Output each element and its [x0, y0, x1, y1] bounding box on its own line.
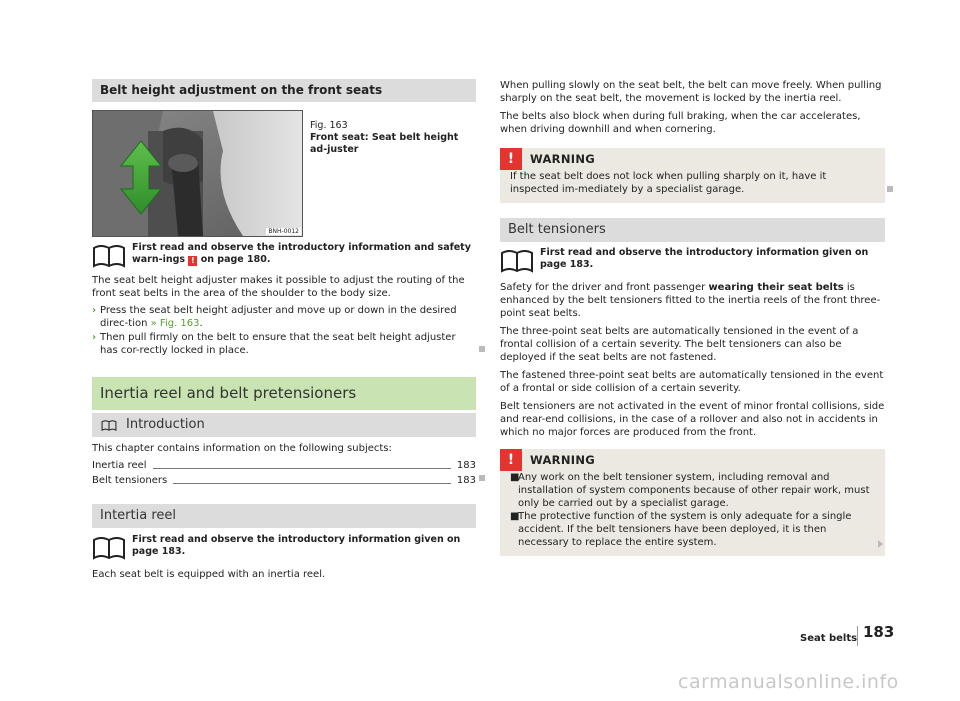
inertia-reel-text: Each seat belt is equipped with an inertia reel. — [92, 569, 326, 580]
open-book-icon — [92, 534, 126, 560]
inertia-reel-body — [92, 534, 476, 581]
figure-caption — [310, 120, 470, 156]
toc-item-belt-tensioners[interactable]: Belt tensioners 183 — [92, 475, 476, 486]
read-first-note — [500, 247, 885, 273]
tensioners-para-3: The fastened three-point seat belts are automatically tensioned in the event of a frontal or side collision of a certain severity. — [500, 370, 884, 394]
step-arrow-icon: › — [92, 305, 97, 316]
read-first-text: First read and observe the introductory information given on page 183. — [132, 534, 461, 557]
figure-caption-text: Front seat: Seat belt height ad-juster — [310, 132, 459, 155]
step-2 — [92, 331, 476, 357]
warning-icon: ! — [188, 256, 197, 266]
body-text: The seat belt height adjuster makes it possible to adjust the routing of the front seat belts in the area of the shoulder to the body size. — [92, 275, 465, 299]
warning-text: If the seat belt does not lock when pulling sharply on it, have it inspected im-mediately by a specialist garage. — [510, 171, 827, 195]
chapter-heading: Inertia reel and belt pretensioners — [92, 377, 476, 410]
warning-title: WARNING — [530, 452, 595, 467]
tensioners-para-1: Safety for the driver and front passenger wearing their seat belts is enhanced by the belt tensioners fitted to the inertia reels of the front three-point seat belts. — [500, 282, 881, 319]
step-1-text: Press the seat belt height adjuster and move up or down in the desired direc-tion — [100, 305, 457, 329]
section-end-marker — [887, 186, 893, 192]
tensioners-para-2: The three-point seat belts are automatically tensioned in the event of a frontal collision of a certain severity. The belt tensioners can also be deployed if the seat belts are not fastened. — [500, 326, 859, 363]
warning-box-2 — [500, 449, 885, 556]
watermark: carmanualsonline.info — [678, 671, 899, 693]
read-first-text: First read and observe the introductory information given on page 183. — [540, 247, 869, 270]
section-heading-belt-tensioners: Belt tensioners — [500, 218, 885, 242]
step-2-text: Then pull firmly on the belt to ensure that the seat belt height adjuster has cor-rectly locked in place. — [100, 332, 456, 356]
warning-box-1 — [500, 148, 885, 203]
inertia-reel-block-text: The belts also block when during full braking, when the car accelerates, when driving downhill and when cornering. — [500, 111, 861, 135]
read-first-page-ref[interactable]: on page 180. — [200, 254, 271, 265]
warning-icon: ! — [500, 148, 522, 170]
continued-arrow-icon — [878, 540, 883, 548]
seat-belt-height-adjuster-illustration — [92, 110, 303, 237]
open-book-icon — [500, 247, 534, 273]
section-end-marker — [479, 475, 485, 481]
figure-code: BNH-0012 — [268, 228, 299, 235]
right-column — [500, 79, 885, 203]
footer-divider — [857, 626, 858, 646]
section-end-marker — [479, 346, 485, 352]
warning-title: WARNING — [530, 151, 595, 166]
section-heading-belt-height: Belt height adjustment on the front seats — [92, 79, 476, 102]
read-first-text: First read and observe the introductory information and safety warn-ings — [132, 242, 471, 265]
tensioners-para-4: Belt tensioners are not activated in the event of minor frontal collisions, side and rear-end collisions, in the case of a rollover and also not in accidents in which no major forces are produced from the front. — [500, 401, 885, 438]
warning-bullet-2: ■ The protective function of the system is only adequate for a single accident. If the belt tensioners have been deployed, it is then necessary to replace the entire system. — [510, 511, 852, 548]
open-book-icon — [100, 419, 118, 431]
read-first-note — [92, 242, 476, 268]
toc-item-inertia-reel[interactable]: Inertia reel 183 — [92, 460, 476, 471]
inertia-reel-text-continued: When pulling slowly on the seat belt, the belt can move freely. When pulling sharply on the seat belt, the movement is locked by the inertia reel. — [500, 80, 882, 104]
bullet-square-icon: ■ — [510, 511, 520, 522]
read-first-note — [92, 534, 476, 560]
step-1: › Press the seat belt height adjuster and move up or down in the desired direc-tion » Fig. 163. — [92, 305, 457, 329]
bullet-square-icon: ■ — [510, 472, 520, 483]
figure-reference-link[interactable]: » Fig. 163 — [150, 318, 200, 329]
figure-number: Fig. 163 — [310, 120, 348, 131]
warning-icon: ! — [500, 449, 522, 471]
page-number: 183 — [863, 623, 895, 641]
introduction-heading: Introduction — [92, 413, 476, 437]
belt-tensioners-body — [500, 247, 885, 556]
step-arrow-icon: › — [92, 332, 97, 343]
open-book-icon — [92, 242, 126, 268]
warning-bullet-1: ■ Any work on the belt tensioner system, including removal and installation of system components because of other repair work, must only be carried out by a specialist garage. — [510, 472, 870, 509]
toc-list — [92, 459, 476, 487]
section-heading-inertia-reel: Intertia reel — [92, 504, 476, 528]
left-column — [92, 79, 476, 357]
intro-text: This chapter contains information on the following subjects: — [92, 443, 392, 454]
figure-163 — [92, 110, 476, 236]
introduction-body — [92, 442, 476, 487]
footer-section-title: Seat belts — [800, 633, 858, 644]
